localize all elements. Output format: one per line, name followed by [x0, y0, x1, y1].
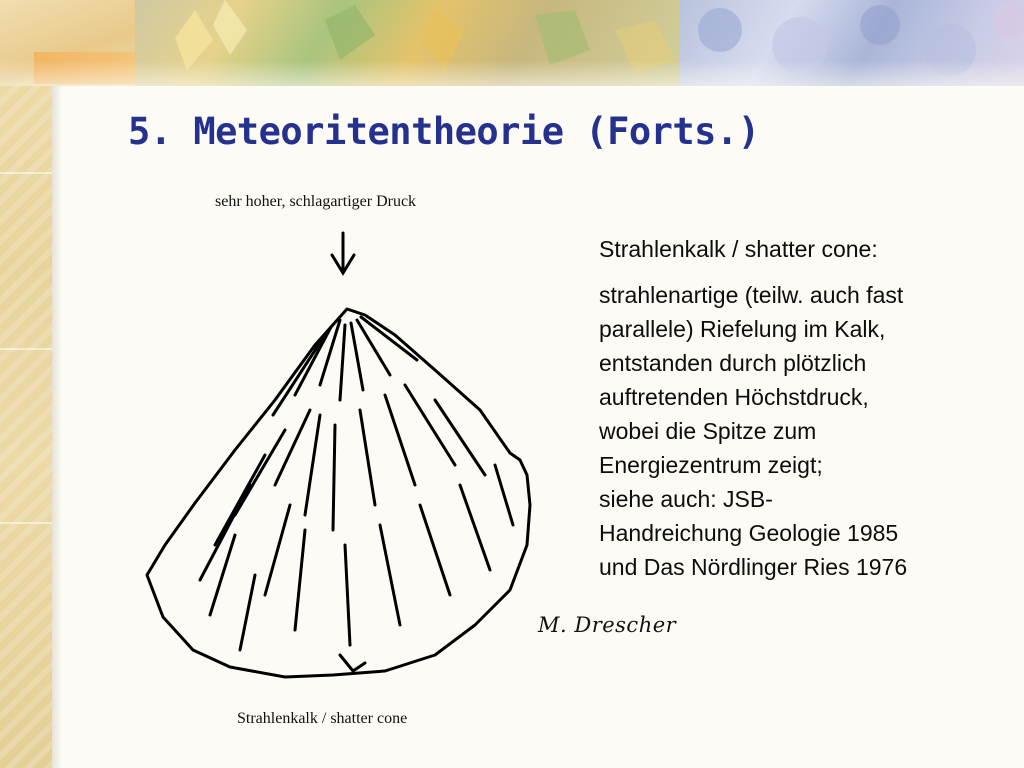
- description-line: entstanden durch plötzlich: [599, 350, 867, 376]
- description-line: auftretenden Höchstdruck,: [599, 384, 869, 410]
- banner-fade: [0, 60, 1024, 86]
- pressure-arrow-icon: [332, 233, 354, 273]
- description-line: wobei die Spitze zum: [599, 418, 817, 444]
- strip-seam: [0, 172, 52, 174]
- description-body: [599, 278, 994, 584]
- author-signature: M. Drescher: [538, 613, 677, 637]
- description-heading: Strahlenkalk / shatter cone:: [599, 236, 878, 262]
- cone-striations: [200, 317, 513, 650]
- figure-caption: Strahlenkalk / shatter cone: [237, 710, 408, 727]
- shatter-cone-drawing: [135, 185, 655, 745]
- description-line: siehe auch: JSB-: [599, 486, 773, 512]
- page-shadow: [52, 84, 62, 768]
- description-text: [599, 232, 994, 584]
- description-line: parallele) Riefelung im Kalk,: [599, 316, 886, 342]
- description-line: strahlenartige (teilw. auch fast: [599, 282, 904, 308]
- description-line: und Das Nördlinger Ries 1976: [599, 554, 908, 580]
- decorative-left-strip: [0, 0, 52, 768]
- strip-seam: [0, 348, 52, 350]
- description-line: Energiezentrum zeigt;: [599, 452, 823, 478]
- strip-seam: [0, 522, 52, 524]
- shatter-cone-figure: [135, 185, 677, 745]
- description-line: Handreichung Geologie 1985: [599, 520, 899, 546]
- decorative-top-banner: [0, 0, 1024, 86]
- cone-outline: [147, 309, 530, 677]
- pressure-label: sehr hoher, schlagartiger Druck: [215, 193, 417, 210]
- slide-title: 5. Meteoritentheorie (Forts.): [128, 110, 760, 153]
